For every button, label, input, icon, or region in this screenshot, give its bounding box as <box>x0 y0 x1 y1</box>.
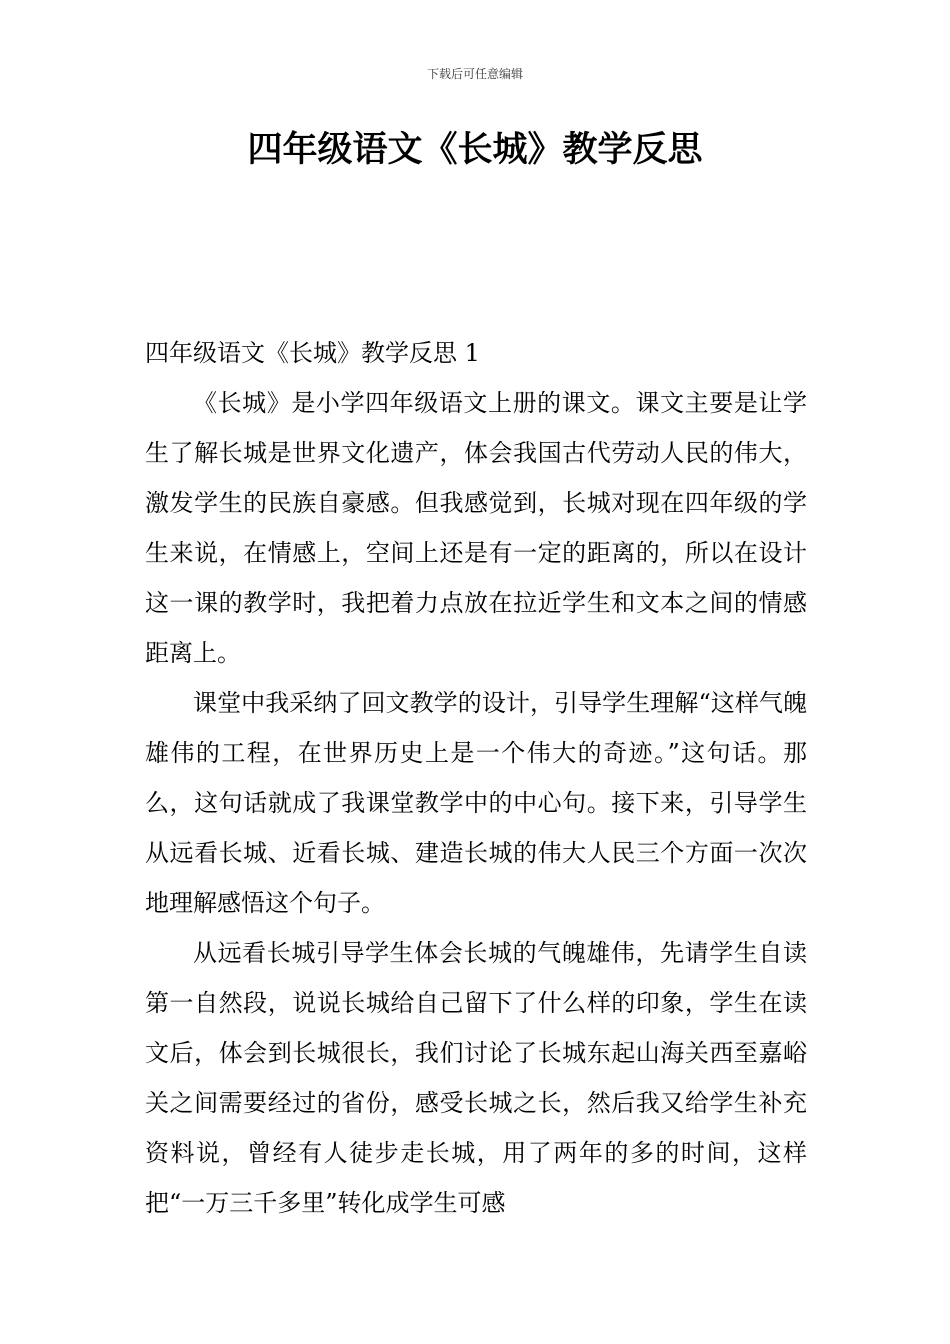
page-header-note: 下载后可任意编辑 <box>426 67 523 81</box>
paragraph-3: 从远看长城引导学生体会长城的气魄雄伟，先请学生自读第一自然段，说说长城给自己留下了什么样的印象，学生在读文后，体会到长城很长，我们讨论了长城东起山海关西至嘉峪关之间需要经过的省份，感受长城之长，然后我又给学生补充资料说，曾经有人徒步走长城，用了两年的多的时间，这样把“一万三千多里”转化成学生可感 <box>145 939 807 1217</box>
paragraph-1: 《长城》是小学四年级语文上册的课文。课文主要是让学生了解长城是世界文化遗产，体会我国古代劳动人民的伟大，激发学生的民族自豪感。但我感觉到，长城对现在四年级的学生来说，在情感上，空间上还是有一定的距离的，所以在设计这一课的教学时，我把着力点放在拉近学生和文本之间的情感距离上。 <box>145 389 807 667</box>
document-body <box>145 328 807 1228</box>
section-heading: 四年级语文《长城》教学反思 1 <box>145 339 480 367</box>
document-title: 四年级语文《长城》教学反思 <box>247 130 703 170</box>
paragraph-2: 课堂中我采纳了回文教学的设计，引导学生理解“这样气魄雄伟的工程，在世界历史上是一个伟大的奇迹。”这句话。那么，这句话就成了我课堂教学中的中心句。接下来，引导学生从远看长城、近看长城、建造长城的伟大人民三个方面一次次地理解感悟这个句子。 <box>145 689 807 917</box>
